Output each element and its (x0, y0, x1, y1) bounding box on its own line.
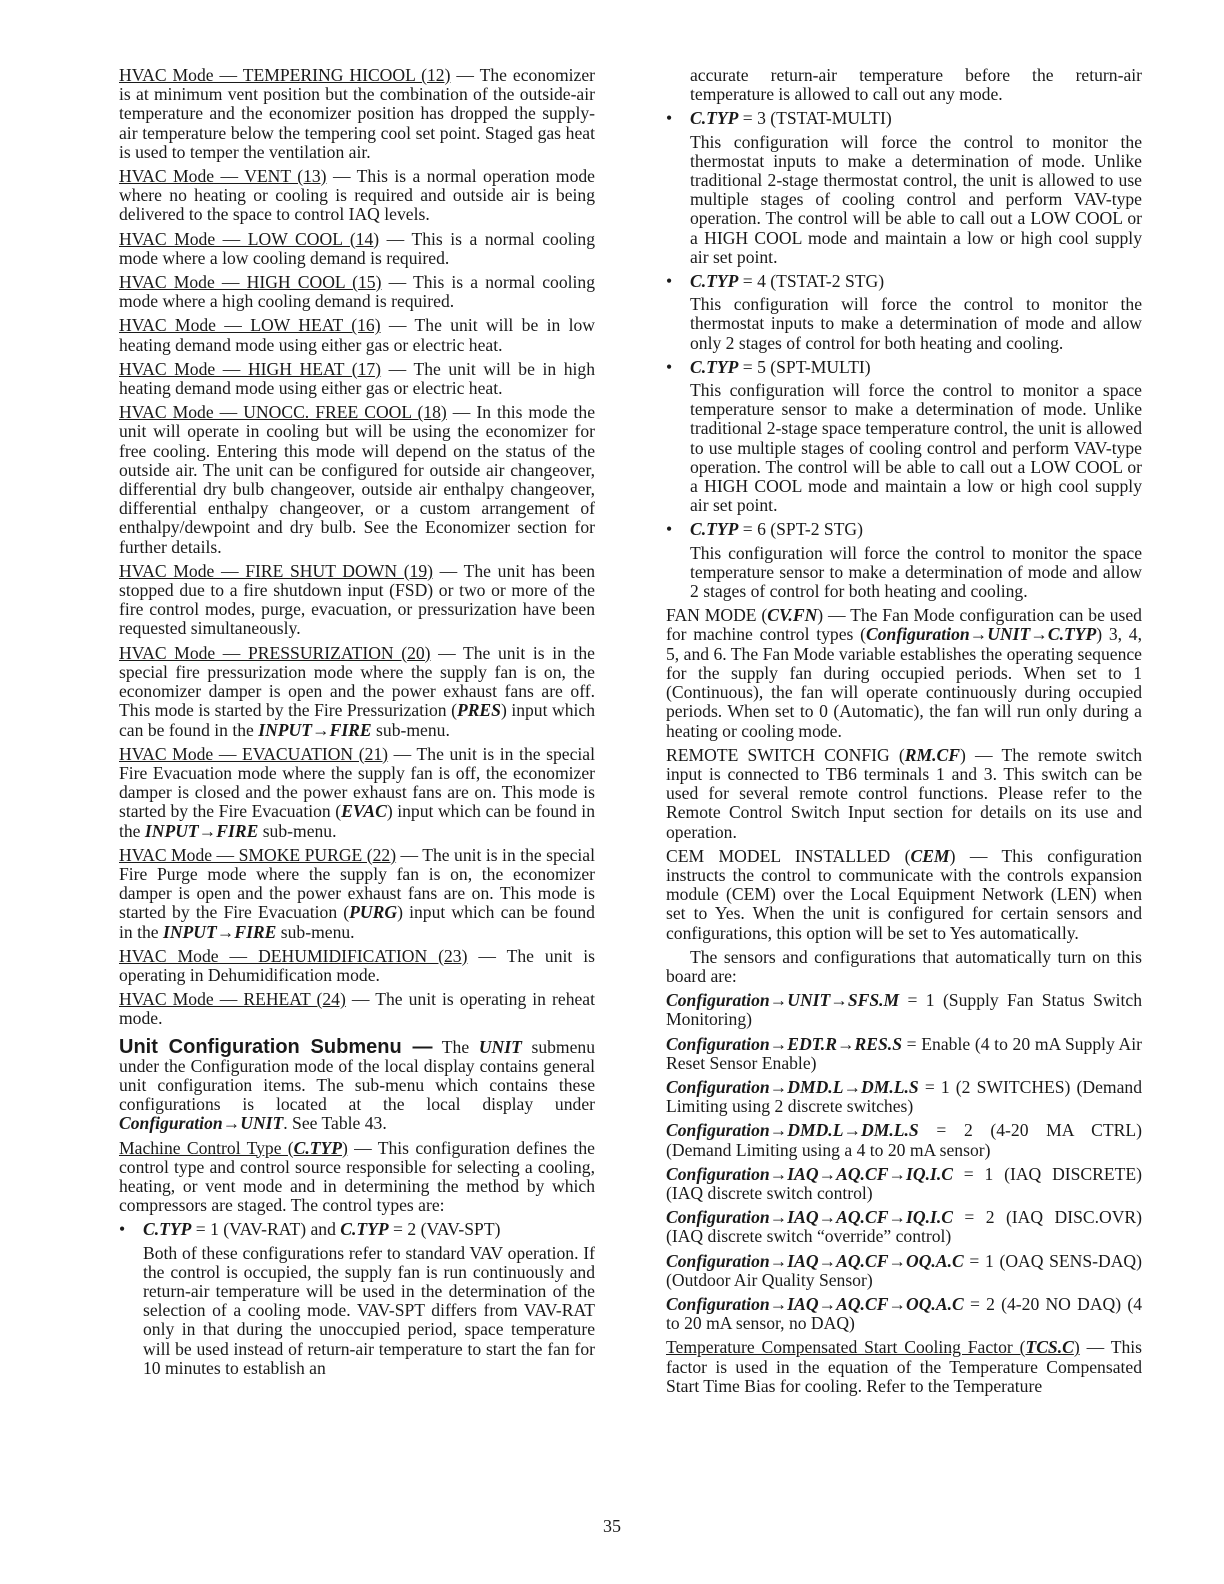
menu-path: Configuration→IAQ→AQ.CF→IQ.I.C (666, 1207, 953, 1228)
hvac-smoke-purge: HVAC Mode — SMOKE PURGE (22) — The unit is in the special Fire Purge mode where the supply fan is on, the economizer damper is open and the power exhaust fans are on. This mode is started by the Fire Evacuation (PURG) input which can be found in the INPUT→FIRE sub-menu. (119, 844, 595, 942)
hvac-tempering-hicool: HVAC Mode — TEMPERING HICOOL (12) — The economizer is at minimum vent position but the combination of the outside-air temperature and the economizer position has dropped the supply-air temperature below the tempering cool set point. Staged gas heat is used to temper the ventilation air. (119, 65, 595, 162)
bullet-ctyp-5-desc: This configuration will force the control to monitor a space temperature sensor to make a determination of mode. Unlike traditional 2-stage space temperature control, the unit is allowed to use multiple stages of cooling control and perform VAV-type operation. The control will be able to call out a LOW COOL or a HIGH COOL mode and maintain a low or high cool supply air set point. (690, 380, 1142, 516)
bullet-icon: • (666, 108, 673, 129)
term-link: HVAC Mode — TEMPERING HICOOL (12) (119, 65, 451, 85)
term-link: HVAC Mode — HIGH COOL (15) (119, 272, 382, 293)
config-item: Configuration→DMD.L→DM.L.S = 1 (2 SWITCHES) (Demand Limiting using 2 discrete switches) (666, 1076, 1142, 1117)
menu-path: Configuration→DMD.L→DM.L.S (666, 1120, 919, 1141)
code-term: RM.CF (904, 744, 960, 765)
term-link: HVAC Mode — LOW COOL (14) (119, 228, 380, 249)
code-term: C.TYP (293, 1137, 343, 1158)
hvac-high-cool: HVAC Mode — HIGH COOL (15) — This is a normal cooling mode where a high cooling demand is required. (119, 272, 595, 312)
bullet-ctyp-4: • C.TYP = 4 (TSTAT-2 STG) (666, 271, 885, 292)
code-term: CEM (910, 845, 950, 866)
config-item: Configuration→IAQ→AQ.CF→OQ.A.C = 1 (OAQ SENS-DAQ) (Outdoor Air Quality Sensor) (666, 1250, 1142, 1290)
code-term: EVAC (341, 801, 387, 822)
term-link: HVAC Mode — DEHUMIDIFICATION (23) (119, 945, 468, 966)
code-term: C.TYP (690, 271, 739, 292)
bullet-ctyp-4-desc: This configuration will force the control to monitor the thermostat inputs to make a determination of mode and allow only 2 stages of control for both heating and cooling. (690, 294, 1142, 353)
menu-path: Configuration→EDT.R→RES.S (666, 1033, 902, 1054)
term-link: Machine Control Type (C.TYP) (119, 1137, 348, 1158)
bullet-ctyp-3-desc: This configuration will force the control to monitor the thermostat inputs to make a determination of mode. Unlike traditional 2-stage thermostat control, the unit is allowed to use multiple stages of cooling control and perform VAV-type operation. The control will be able to call out a LOW COOL or a HIGH COOL mode and maintain a low or high cool supply air set point. (690, 131, 1142, 267)
hvac-unocc-free-cool: HVAC Mode — UNOCC. FREE COOL (18) — In this mode the unit will operate in cooling but will be using the economizer for free cooling. Entering this mode will depend on the status of the outside air. The unit can be configured for outside air changeover, differential dry bulb changeover, outside air enthalpy changeover, differential enthalpy changeover, or a custom arrangement of enthalpy/dewpoint and dry bulb. See the Economizer section for further details. (119, 402, 595, 557)
hvac-high-heat: HVAC Mode — HIGH HEAT (17) — The unit will be in high heating demand mode using either gas or electric heat. (119, 358, 595, 399)
term-link: HVAC Mode — REHEAT (24) (119, 989, 346, 1010)
hvac-evacuation: HVAC Mode — EVACUATION (21) — The unit is in the special Fire Evacuation mode where the supply fan is off, the economizer damper is closed and the power exhaust fans are on. This mode is started by the Fire Evacuation (EVAC) input which can be found in the INPUT→FIRE sub-menu. (119, 743, 595, 841)
code-term: TCS.C (1025, 1337, 1074, 1358)
hvac-fire-shut-down: HVAC Mode — FIRE SHUT DOWN (19) — The unit has been stopped due to a fire shutdown input (FSD) or two or more of the fire control modes, purge, evacuation, or pressurization have been requested simultaneously. (119, 560, 596, 639)
term-link: HVAC Mode — HIGH HEAT (17) (119, 358, 382, 379)
menu-path: Configuration→UNIT→C.TYP (866, 624, 1097, 645)
menu-path: INPUT→FIRE (144, 820, 259, 841)
bullet-icon: • (666, 519, 673, 540)
term-link: HVAC Mode — LOW HEAT (16) (119, 315, 381, 336)
code-term: PRES (456, 700, 501, 721)
bullet-ctyp-5: • C.TYP = 5 (SPT-MULTI) (666, 356, 871, 377)
code-term: PURG (349, 902, 398, 923)
term-link: HVAC Mode — UNOCC. FREE COOL (18) (119, 402, 447, 423)
sensors-intro: The sensors and configurations that automatically turn on this board are: (666, 946, 1142, 986)
config-item: Configuration→IAQ→AQ.CF→OQ.A.C = 2 (4-20 NO DAQ) (4 to 20 mA sensor, no DAQ) (666, 1293, 1142, 1334)
cem-model-installed: CEM MODEL INSTALLED (CEM) — This configuration instructs the control to communicate with the controls expansion module (CEM) over the Local Equipment Network (LEN) when set to Yes. When the unit is configured for certain sensors and configurations, this option will be set to Yes automatically. (666, 845, 1142, 943)
menu-path: Configuration→UNIT→SFS.M (666, 990, 900, 1011)
code-term: C.TYP (690, 519, 739, 540)
term-link: Temperature Compensated Start Cooling Factor (TCS.C) (666, 1337, 1080, 1358)
menu-path: Configuration→DMD.L→DM.L.S (666, 1076, 919, 1097)
config-item: Configuration→UNIT→SFS.M = 1 (Supply Fan Status Switch Monitoring) (666, 990, 1142, 1030)
code-term: CV.FN (767, 605, 818, 626)
right-column (666, 66, 1142, 1401)
hvac-pressurization: HVAC Mode — PRESSURIZATION (20) — The unit is in the special fire pressurization mode where the supply fan is on, the economizer damper is open and the power exhaust fans are off. This mode is started by the Fire Pressurization (PRES) input which can be found in the INPUT→FIRE sub-menu. (119, 642, 595, 740)
fan-mode: FAN MODE (CV.FN) — The Fan Mode configuration can be used for machine control types (Configuration→UNIT→C.TYP) 3, 4, 5, and 6. The Fan Mode variable establishes the operating sequence for the supply fan during occupied periods. When set to 1 (Continuous), the fan will operate continuously during occupied periods. When set to 0 (Automatic), the fan will run only during a heating or cooling mode. (666, 605, 1142, 741)
config-item: Configuration→DMD.L→DM.L.S = 2 (4-20 MA CTRL) (Demand Limiting using a 4 to 20 mA sensor) (666, 1120, 1142, 1160)
tcs-factor: Temperature Compensated Start Cooling Factor (TCS.C) — This factor is used in the equation of the Temperature Compensated Start Time Bias for cooling. Refer to the Temperature (666, 1337, 1142, 1396)
term-link: HVAC Mode — EVACUATION (21) (119, 743, 389, 764)
hvac-low-heat: HVAC Mode — LOW HEAT (16) — The unit will be in low heating demand mode using either gas or electric heat. (119, 315, 595, 355)
menu-path: Configuration→IAQ→AQ.CF→OQ.A.C (666, 1250, 964, 1271)
bullet-icon: • (666, 356, 673, 377)
machine-control-type: Machine Control Type (C.TYP) — This configuration defines the control type and control source responsible for selecting a cooling, heating, or vent mode and in determining the method by which compressors are staged. The control types are: (119, 1137, 595, 1216)
term-link: HVAC Mode — PRESSURIZATION (20) (119, 642, 431, 663)
left-column (119, 66, 595, 1383)
code-term: C.TYP (690, 108, 739, 129)
bullet-ctyp-1-2: • C.TYP = 1 (VAV-RAT) and C.TYP = 2 (VAV-SPT) (119, 1219, 501, 1240)
term-link: HVAC Mode — SMOKE PURGE (22) (119, 844, 397, 865)
hvac-reheat: HVAC Mode — REHEAT (24) — The unit is operating in reheat mode. (119, 989, 595, 1029)
bullet-ctyp-6-desc: This configuration will force the control to monitor the space temperature sensor to make a determination of mode and allow 2 stages of control for both heating and cooling. (690, 542, 1142, 602)
bullet-ctyp-6: • C.TYP = 6 (SPT-2 STG) (666, 519, 863, 540)
code-term: C.TYP (340, 1219, 389, 1240)
remote-switch-config: REMOTE SWITCH CONFIG (RM.CF) — The remote switch input is connected to TB6 terminals 1 and 3. This switch can be used for several remote control functions. Please refer to the Remote Control Switch Input section for details on its use and operation. (666, 744, 1142, 842)
menu-path: Configuration→UNIT (119, 1113, 284, 1134)
config-item: Configuration→IAQ→AQ.CF→IQ.I.C = 1 (IAQ DISCRETE) (IAQ discrete switch control) (666, 1163, 1142, 1203)
hvac-dehumidification: HVAC Mode — DEHUMIDIFICATION (23) — The unit is operating in Dehumidification mode. (119, 945, 595, 985)
menu-path: INPUT→FIRE (258, 719, 372, 740)
bullet-ctyp-1-2-desc: Both of these configurations refer to standard VAV operation. If the control is occupied, the supply fan is run continuously and return-air temperature will be used in the determination of the selection of a cooling mode. VAV-SPT differs from VAV-RAT only in that during the unoccupied period, space temperature will be used instead of return-air temperature to start the fan for 10 minutes to establish an (143, 1242, 595, 1378)
config-item: Configuration→IAQ→AQ.CF→IQ.I.C = 2 (IAQ DISC.OVR) (IAQ discrete switch “override” control) (666, 1207, 1142, 1247)
continued-text: accurate return-air temperature before the return-air temperature is allowed to call out any mode. (690, 65, 1142, 105)
code-term: UNIT (478, 1036, 522, 1057)
bullet-icon: • (119, 1219, 126, 1240)
menu-path: Configuration→IAQ→AQ.CF→OQ.A.C (666, 1293, 964, 1314)
unit-config-section: Unit Configuration Submenu — The UNIT submenu under the Configuration mode of the local display contains general unit configuration items. The sub-menu which contains these configurations is located at the local display under Configuration→UNIT. See Table 43. (119, 1035, 595, 1134)
section-heading: Unit Configuration Submenu — (119, 1035, 433, 1058)
page-number: 35 (603, 1516, 621, 1536)
bullet-ctyp-3: • C.TYP = 3 (TSTAT-MULTI) (666, 108, 892, 129)
menu-path: INPUT→FIRE (162, 921, 277, 942)
config-item: Configuration→EDT.R→RES.S = Enable (4 to 20 mA Supply Air Reset Sensor Enable) (666, 1033, 1142, 1073)
hvac-low-cool: HVAC Mode — LOW COOL (14) — This is a normal cooling mode where a low cooling demand is required. (119, 228, 595, 268)
code-term: C.TYP (143, 1219, 192, 1240)
bullet-icon: • (666, 271, 673, 292)
term-link: HVAC Mode — FIRE SHUT DOWN (19) (119, 560, 434, 581)
code-term: C.TYP (690, 356, 739, 377)
term-link: HVAC Mode — VENT (13) (119, 166, 327, 187)
menu-path: Configuration→IAQ→AQ.CF→IQ.I.C (666, 1163, 953, 1184)
hvac-vent: HVAC Mode — VENT (13) — This is a normal operation mode where no heating or cooling is required and outside air is being delivered to the space to control IAQ levels. (119, 166, 595, 225)
